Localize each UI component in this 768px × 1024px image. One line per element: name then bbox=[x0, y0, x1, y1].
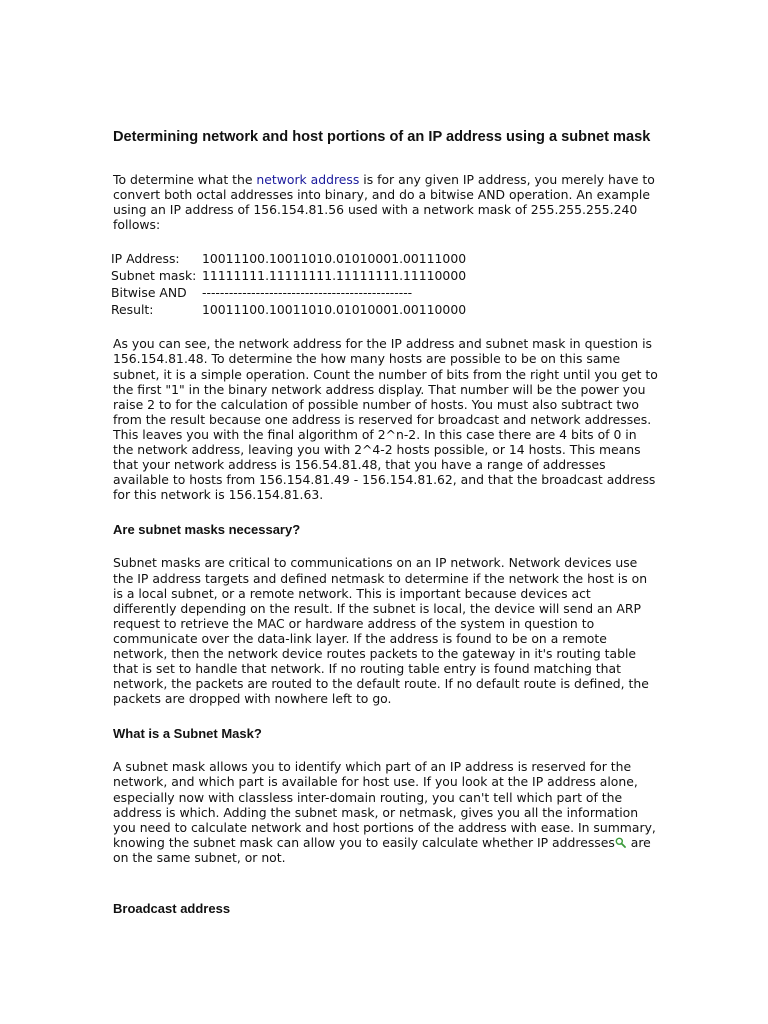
page-title: Determining network and host portions of an IP address using a subnet mask bbox=[113, 129, 651, 145]
section-heading-necessary: Are subnet masks necessary? bbox=[113, 522, 301, 538]
what-is-paragraph bbox=[113, 759, 658, 865]
network-address-link[interactable]: network address bbox=[256, 172, 360, 187]
document-page bbox=[113, 128, 658, 934]
table-row bbox=[111, 284, 466, 301]
table-row bbox=[111, 267, 466, 284]
row-value: ----------------------------------------------- bbox=[202, 285, 413, 301]
magnifier-icon[interactable] bbox=[615, 836, 626, 847]
table-row bbox=[111, 301, 466, 318]
row-value: 11111111.11111111.11111111.11110000 bbox=[202, 268, 467, 284]
table-row bbox=[111, 250, 466, 267]
row-label: Bitwise AND bbox=[111, 285, 187, 301]
row-value: 10011100.10011010.01010001.00111000 bbox=[202, 251, 467, 267]
row-label: Result: bbox=[111, 302, 154, 318]
row-label: IP Address: bbox=[111, 251, 180, 267]
section-heading-what-is: What is a Subnet Mask? bbox=[113, 726, 262, 742]
intro-paragraph bbox=[113, 172, 658, 232]
necessary-paragraph: Subnet masks are critical to communications on an IP network. Network devices use the IP address targets and defined netmask to determine if the network the host is on is a local subnet, or a remote network. This is important because devices act differently depending on the result. If the subnet is local, the device will send an ARP request to retrieve the MAC or hardware address of the system in question to communicate over the data-link layer. If the address is found to be on a remote network, then the network device routes packets to the gateway in it's routing table that is set to handle that network. If no routing table entry is found matching that network, the packets are routed to the default route. If no default route is defined, the packets are dropped with nowhere left to go. bbox=[113, 555, 649, 707]
intro-text-end: is for any given IP address, you merely have to convert both octal addresses into binary, and do a bitwise AND operation. An example using an IP address of 156.154.81.56 used with a network mask of 255.255.255.240 follows: bbox=[113, 172, 655, 233]
what-is-text-end: are on the same subnet, or not. bbox=[113, 834, 651, 865]
row-label: Subnet mask: bbox=[111, 268, 197, 284]
intro-text-start: To determine what the bbox=[113, 172, 257, 187]
what-is-text-start: A subnet mask allows you to identify which part of an IP address is reserved for the network, and which part is available for host use. If you look at the IP address alone, especially now with classless inter-domain routing, you can't tell which part of the address is which. Adding the subnet mask, or netmask, gives you all the information you need to calculate network and host portions of the address with ease. In summary, knowing the subnet mask can allow you to easily calculate whether IP addresses bbox=[113, 759, 656, 850]
row-value: 10011100.10011010.01010001.00110000 bbox=[202, 302, 467, 318]
section-heading-broadcast: Broadcast address bbox=[113, 901, 231, 916]
ip-calculation-table bbox=[111, 250, 466, 318]
network-explanation-paragraph: As you can see, the network address for the IP address and subnet mask in question is 156.154.81.48. To determine the how many hosts are possible to be on this same subnet, it is a simple operation. Count the number of bits from the right until you get to the first "1" in the binary network address display. That number will be the power you raise 2 to for the calculation of possible number of hosts. You must also subtract two from the result because one address is reserved for broadcast and network addresses. This leaves you with the final algorithm of 2^n-2. In this case there are 4 bits of 0 in the network address, leaving you with 2^4-2 hosts possible, or 14 hosts. This means that your network address is 156.54.81.48, that you have a range of addresses available to hosts from 156.154.81.49 - 156.154.81.62, and that the broadcast address for this network is 156.154.81.63. bbox=[113, 336, 658, 503]
